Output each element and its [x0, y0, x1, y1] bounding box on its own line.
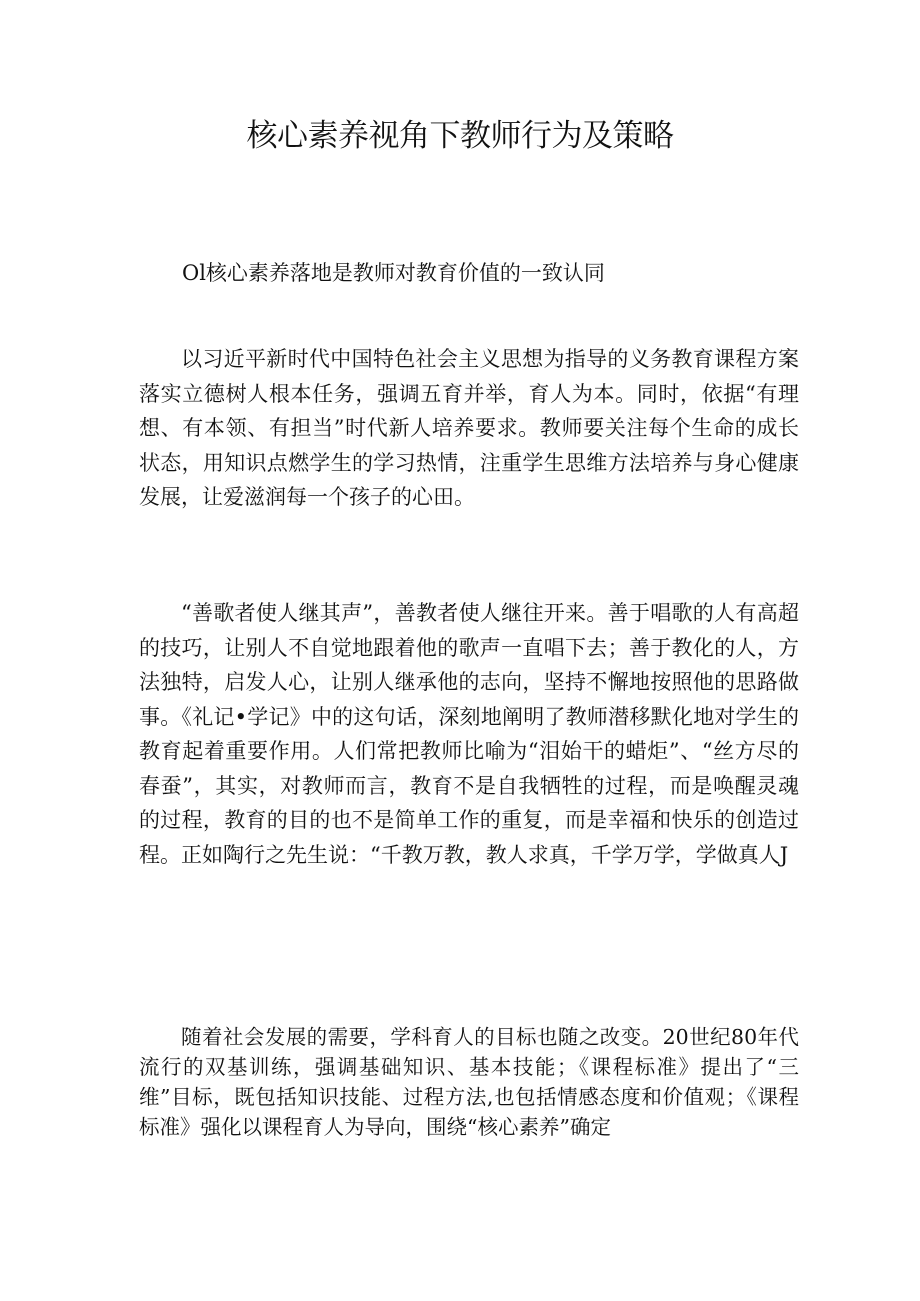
section-heading: Ol核心素养落地是教师对教育价值的一致认同 [182, 261, 605, 285]
paragraph-1: 以习近平新时代中国特色社会主义思想为指导的义务教育课程方案落实立德树人根本任务，强调五育并举，育人为本。同时，依据“有理想、有本领、有担当”时代新人培养要求。教师要关注每个生命的成长状态，用知识点燃学生的学习热情，注重学生思维方法培养与身心健康发展，让爱滋润每一个孩子的心田。 [139, 347, 799, 509]
document-title: 核心素养视角下教师行为及策略 [246, 118, 674, 154]
paragraph-2: “善歌者使人继其声”，善教者使人继往开来。善于唱歌的人有高超的技巧，让别人不自觉地跟着他的歌声一直唱下去；善于教化的人，方法独特，启发人心，让别人继承他的志向，坚持不懈地按照他的思路做事。《礼记•学记》中的这句话，深刻地阐明了教师潜移默化地对学生的教育起着重要作用。人们常把教师比喻为“泪始干的蜡炬”、“丝方尽的春蚕”，其实，对教师而言，教育不是自我牺牲的过程，而是唤醒灵魂的过程，教育的目的也不是简单工作的重复，而是幸福和快乐的创造过程。正如陶行之先生说：“千教万教，教人求真，千学万学，学做真人J [139, 601, 799, 867]
paragraph-3: 随着社会发展的需要，学科育人的目标也随之改变。20世纪80年代流行的双基训练，强调基础知识、基本技能；《课程标准》提出了“三维”目标，既包括知识技能、过程方法,也包括情感态度和价值观；《课程标准》强化以课程育人为导向，围绕“核心素养”确定 [139, 1025, 799, 1139]
